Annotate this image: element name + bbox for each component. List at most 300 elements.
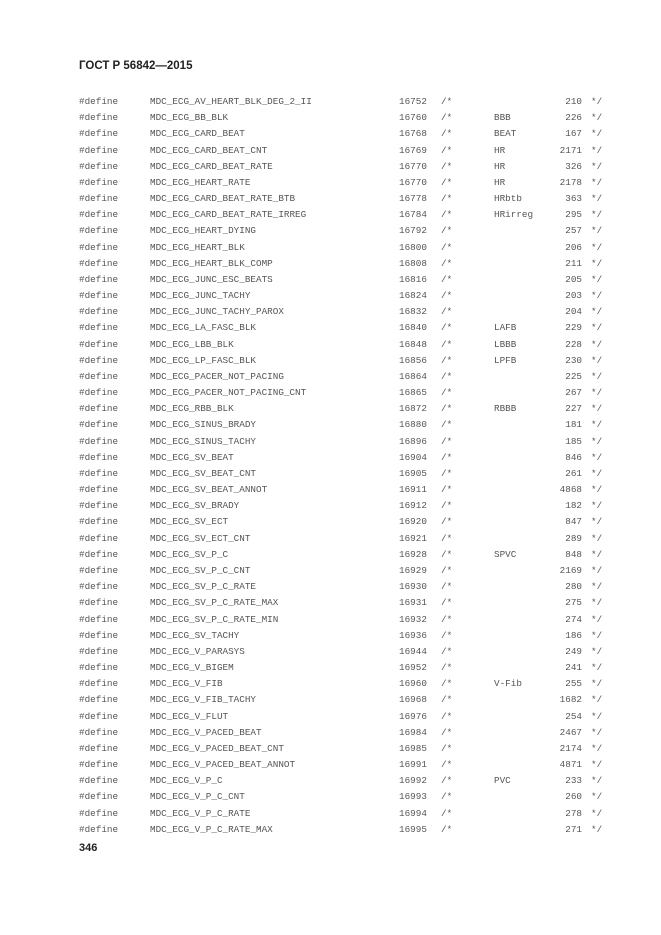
macro-code: 16911 <box>399 484 427 496</box>
macro-name: MDC_ECG_V_PARASYS <box>150 645 245 657</box>
comment-open: /* <box>441 176 453 188</box>
macro-code: 16994 <box>399 807 427 819</box>
macro-name: MDC_ECG_PACER_NOT_PACING <box>150 370 284 382</box>
macro-code: 16824 <box>399 290 427 302</box>
define-row <box>0 466 661 482</box>
define-keyword: #define <box>79 564 119 576</box>
macro-code: 16752 <box>399 96 427 107</box>
define-keyword: #define <box>79 193 119 205</box>
macro-reference: 233 <box>565 775 582 787</box>
comment-open: /* <box>441 500 453 512</box>
macro-reference: 2467 <box>559 726 582 738</box>
macro-reference: 260 <box>565 791 582 803</box>
define-row <box>0 223 661 239</box>
comment-close: */ <box>591 257 603 269</box>
macro-name: MDC_ECG_V_PACED_BEAT <box>150 726 262 738</box>
define-row <box>0 337 661 353</box>
macro-abbreviation: SPVC <box>494 548 517 560</box>
define-keyword: #define <box>79 807 119 819</box>
macro-code: 16864 <box>399 370 427 382</box>
comment-close: */ <box>591 581 603 593</box>
macro-abbreviation: HRbtb <box>494 193 522 205</box>
comment-open: /* <box>441 581 453 593</box>
macro-code: 16921 <box>399 532 427 544</box>
macro-reference: 210 <box>565 96 582 107</box>
macro-name: MDC_ECG_SV_ECT <box>150 516 229 528</box>
macro-reference: 4868 <box>559 484 582 496</box>
define-row <box>0 417 661 433</box>
macro-reference: 326 <box>565 160 582 172</box>
define-keyword: #define <box>79 96 119 107</box>
page-number: 346 <box>79 842 98 854</box>
define-keyword: #define <box>79 581 119 593</box>
define-row <box>0 547 661 563</box>
comment-open: /* <box>441 306 453 318</box>
comment-close: */ <box>591 662 603 674</box>
comment-close: */ <box>591 742 603 754</box>
comment-close: */ <box>591 694 603 706</box>
comment-close: */ <box>591 112 603 124</box>
macro-reference: 4871 <box>559 759 582 771</box>
comment-open: /* <box>441 662 453 674</box>
comment-open: /* <box>441 354 453 366</box>
macro-name: MDC_ECG_SV_BEAT_CNT <box>150 467 257 479</box>
comment-close: */ <box>591 435 603 447</box>
define-keyword: #define <box>79 694 119 706</box>
comment-close: */ <box>591 96 603 107</box>
define-row <box>0 288 661 304</box>
macro-code: 16984 <box>399 726 427 738</box>
define-keyword: #define <box>79 791 119 803</box>
macro-abbreviation: LPFB <box>494 354 517 366</box>
macro-code: 16932 <box>399 613 427 625</box>
macro-reference: 225 <box>565 370 582 382</box>
macro-code: 16800 <box>399 241 427 253</box>
macro-name: MDC_ECG_SV_P_C <box>150 548 229 560</box>
macro-name: MDC_ECG_CARD_BEAT_RATE_IRREG <box>150 209 307 221</box>
define-row <box>0 676 661 692</box>
macro-reference: 846 <box>565 451 582 463</box>
define-row <box>0 126 661 142</box>
macro-reference: 271 <box>565 823 582 835</box>
macro-name: MDC_ECG_V_P_C_CNT <box>150 791 245 803</box>
define-keyword: #define <box>79 160 119 172</box>
comment-open: /* <box>441 338 453 350</box>
macro-code: 16896 <box>399 435 427 447</box>
macro-code: 16770 <box>399 176 427 188</box>
macro-abbreviation: HRirreg <box>494 209 534 221</box>
macro-name: MDC_ECG_CARD_BEAT_CNT <box>150 144 268 156</box>
macro-reference: 278 <box>565 807 582 819</box>
define-keyword: #define <box>79 451 119 463</box>
comment-open: /* <box>441 370 453 382</box>
define-keyword: #define <box>79 516 119 528</box>
macro-reference: 204 <box>565 306 582 318</box>
comment-close: */ <box>591 548 603 560</box>
macro-code: 16976 <box>399 710 427 722</box>
macro-code: 16768 <box>399 128 427 140</box>
macro-abbreviation: HR <box>494 144 506 156</box>
comment-open: /* <box>441 403 453 415</box>
macro-name: MDC_ECG_V_FLUT <box>150 710 229 722</box>
macro-reference: 167 <box>565 128 582 140</box>
macro-name: MDC_ECG_JUNC_TACHY_PAROX <box>150 306 284 318</box>
macro-reference: 295 <box>565 209 582 221</box>
comment-close: */ <box>591 419 603 431</box>
define-keyword: #define <box>79 306 119 318</box>
comment-close: */ <box>591 516 603 528</box>
define-row <box>0 725 661 741</box>
comment-close: */ <box>591 726 603 738</box>
define-row <box>0 240 661 256</box>
comment-close: */ <box>591 370 603 382</box>
comment-open: /* <box>441 419 453 431</box>
macro-abbreviation: BEAT <box>494 128 517 140</box>
comment-close: */ <box>591 354 603 366</box>
define-row <box>0 514 661 530</box>
macro-code: 16848 <box>399 338 427 350</box>
macro-name: MDC_ECG_SV_ECT_CNT <box>150 532 251 544</box>
macro-reference: 181 <box>565 419 582 431</box>
macro-code: 16760 <box>399 112 427 124</box>
define-keyword: #define <box>79 403 119 415</box>
macro-name: MDC_ECG_BB_BLK <box>150 112 229 124</box>
define-keyword: #define <box>79 209 119 221</box>
define-keyword: #define <box>79 176 119 188</box>
define-keyword: #define <box>79 823 119 835</box>
comment-close: */ <box>591 209 603 221</box>
define-row <box>0 385 661 401</box>
macro-code: 16930 <box>399 581 427 593</box>
macro-name: MDC_ECG_CARD_BEAT_RATE <box>150 160 273 172</box>
comment-open: /* <box>441 451 453 463</box>
define-row <box>0 579 661 595</box>
macro-code: 16929 <box>399 564 427 576</box>
comment-close: */ <box>591 791 603 803</box>
comment-open: /* <box>441 807 453 819</box>
macro-name: MDC_ECG_SV_TACHY <box>150 629 240 641</box>
define-keyword: #define <box>79 290 119 302</box>
macro-code: 16784 <box>399 209 427 221</box>
comment-close: */ <box>591 484 603 496</box>
macro-code: 16770 <box>399 160 427 172</box>
define-row <box>0 692 661 708</box>
comment-open: /* <box>441 597 453 609</box>
macro-reference: 205 <box>565 273 582 285</box>
macro-name: MDC_ECG_HEART_BLK_COMP <box>150 257 273 269</box>
macro-abbreviation: LAFB <box>494 322 517 334</box>
macro-code: 16912 <box>399 500 427 512</box>
macro-reference: 211 <box>565 257 582 269</box>
comment-close: */ <box>591 290 603 302</box>
macro-reference: 185 <box>565 435 582 447</box>
macro-code: 16995 <box>399 823 427 835</box>
comment-open: /* <box>441 694 453 706</box>
comment-open: /* <box>441 742 453 754</box>
define-row <box>0 110 661 126</box>
macro-name: MDC_ECG_CARD_BEAT_RATE_BTB <box>150 193 296 205</box>
comment-open: /* <box>441 759 453 771</box>
macro-reference: 255 <box>565 678 582 690</box>
define-keyword: #define <box>79 241 119 253</box>
define-row <box>0 401 661 417</box>
comment-close: */ <box>591 176 603 188</box>
comment-open: /* <box>441 144 453 156</box>
macro-code: 16778 <box>399 193 427 205</box>
comment-close: */ <box>591 306 603 318</box>
macro-reference: 203 <box>565 290 582 302</box>
macro-code: 16865 <box>399 387 427 399</box>
comment-close: */ <box>591 128 603 140</box>
macro-code: 16985 <box>399 742 427 754</box>
macro-abbreviation: BBB <box>494 112 511 124</box>
macro-name: MDC_ECG_RBB_BLK <box>150 403 234 415</box>
comment-close: */ <box>591 597 603 609</box>
define-row <box>0 175 661 191</box>
macro-reference: 275 <box>565 597 582 609</box>
comment-open: /* <box>441 548 453 560</box>
define-row <box>0 191 661 207</box>
comment-close: */ <box>591 467 603 479</box>
macro-code: 16936 <box>399 629 427 641</box>
macro-name: MDC_ECG_SV_P_C_CNT <box>150 564 251 576</box>
define-keyword: #define <box>79 354 119 366</box>
define-row <box>0 709 661 725</box>
comment-close: */ <box>591 807 603 819</box>
macro-abbreviation: RBBB <box>494 403 517 415</box>
define-row <box>0 143 661 159</box>
comment-close: */ <box>591 823 603 835</box>
comment-close: */ <box>591 160 603 172</box>
comment-open: /* <box>441 112 453 124</box>
macro-reference: 228 <box>565 338 582 350</box>
macro-code: 16944 <box>399 645 427 657</box>
macro-name: MDC_ECG_V_P_C_RATE <box>150 807 251 819</box>
define-keyword: #define <box>79 759 119 771</box>
macro-name: MDC_ECG_SV_BRADY <box>150 500 240 512</box>
define-keyword: #define <box>79 144 119 156</box>
define-row <box>0 773 661 789</box>
comment-close: */ <box>591 322 603 334</box>
define-keyword: #define <box>79 662 119 674</box>
define-keyword: #define <box>79 387 119 399</box>
define-row <box>0 498 661 514</box>
macro-name: MDC_ECG_SV_P_C_RATE <box>150 581 257 593</box>
define-row <box>0 822 661 838</box>
macro-code: 16832 <box>399 306 427 318</box>
page-header-title: ГОСТ Р 56842—2015 <box>79 60 193 72</box>
macro-abbreviation: HR <box>494 160 506 172</box>
define-row <box>0 628 661 644</box>
comment-open: /* <box>441 209 453 221</box>
macro-reference: 1682 <box>559 694 582 706</box>
comment-open: /* <box>441 726 453 738</box>
comment-open: /* <box>441 128 453 140</box>
macro-code: 16931 <box>399 597 427 609</box>
comment-close: */ <box>591 678 603 690</box>
macro-reference: 261 <box>565 467 582 479</box>
comment-close: */ <box>591 759 603 771</box>
comment-close: */ <box>591 338 603 350</box>
macro-abbreviation: HR <box>494 176 506 188</box>
macro-reference: 363 <box>565 193 582 205</box>
macro-reference: 249 <box>565 645 582 657</box>
macro-code: 16872 <box>399 403 427 415</box>
define-row <box>0 320 661 336</box>
comment-close: */ <box>591 241 603 253</box>
define-row <box>0 207 661 223</box>
define-row <box>0 434 661 450</box>
comment-close: */ <box>591 775 603 787</box>
macro-code: 16880 <box>399 419 427 431</box>
define-row <box>0 353 661 369</box>
define-keyword: #define <box>79 467 119 479</box>
define-keyword: #define <box>79 629 119 641</box>
macro-code: 16992 <box>399 775 427 787</box>
macro-code: 16960 <box>399 678 427 690</box>
comment-close: */ <box>591 193 603 205</box>
define-keyword: #define <box>79 322 119 334</box>
comment-open: /* <box>441 241 453 253</box>
define-keyword: #define <box>79 548 119 560</box>
define-keyword: #define <box>79 613 119 625</box>
comment-open: /* <box>441 564 453 576</box>
comment-open: /* <box>441 629 453 641</box>
comment-open: /* <box>441 791 453 803</box>
define-row <box>0 450 661 466</box>
macro-reference: 274 <box>565 613 582 625</box>
macro-reference: 254 <box>565 710 582 722</box>
macro-reference: 186 <box>565 629 582 641</box>
macro-name: MDC_ECG_AV_HEART_BLK_DEG_2_II <box>150 96 312 107</box>
macro-name: MDC_ECG_V_P_C_RATE_MAX <box>150 823 273 835</box>
macro-code: 16952 <box>399 662 427 674</box>
macro-code: 16792 <box>399 225 427 237</box>
define-row <box>0 595 661 611</box>
macro-name: MDC_ECG_CARD_BEAT <box>150 128 245 140</box>
define-keyword: #define <box>79 532 119 544</box>
comment-close: */ <box>591 273 603 285</box>
comment-open: /* <box>441 678 453 690</box>
define-row <box>0 789 661 805</box>
macro-code: 16856 <box>399 354 427 366</box>
define-keyword: #define <box>79 435 119 447</box>
comment-open: /* <box>441 96 453 107</box>
macro-abbreviation: V-Fib <box>494 678 522 690</box>
macro-name: MDC_ECG_JUNC_TACHY <box>150 290 251 302</box>
macro-code: 16808 <box>399 257 427 269</box>
macro-name: MDC_ECG_HEART_RATE <box>150 176 251 188</box>
macro-name: MDC_ECG_V_PACED_BEAT_ANNOT <box>150 759 296 771</box>
macro-reference: 2178 <box>559 176 582 188</box>
comment-close: */ <box>591 451 603 463</box>
define-row <box>0 660 661 676</box>
define-keyword: #define <box>79 112 119 124</box>
comment-open: /* <box>441 435 453 447</box>
comment-open: /* <box>441 225 453 237</box>
comment-open: /* <box>441 257 453 269</box>
macro-code: 16968 <box>399 694 427 706</box>
macro-name: MDC_ECG_V_PACED_BEAT_CNT <box>150 742 284 754</box>
comment-open: /* <box>441 273 453 285</box>
macro-name: MDC_ECG_PACER_NOT_PACING_CNT <box>150 387 307 399</box>
define-list <box>0 94 661 838</box>
define-row <box>0 757 661 773</box>
comment-open: /* <box>441 322 453 334</box>
comment-close: */ <box>591 645 603 657</box>
define-row <box>0 741 661 757</box>
define-row <box>0 482 661 498</box>
macro-name: MDC_ECG_SV_P_C_RATE_MIN <box>150 613 279 625</box>
macro-code: 16904 <box>399 451 427 463</box>
comment-close: */ <box>591 532 603 544</box>
define-keyword: #define <box>79 273 119 285</box>
define-keyword: #define <box>79 370 119 382</box>
define-row <box>0 531 661 547</box>
define-row <box>0 644 661 660</box>
comment-open: /* <box>441 160 453 172</box>
define-keyword: #define <box>79 726 119 738</box>
comment-close: */ <box>591 613 603 625</box>
macro-name: MDC_ECG_HEART_BLK <box>150 241 245 253</box>
macro-name: MDC_ECG_SINUS_BRADY <box>150 419 257 431</box>
comment-open: /* <box>441 532 453 544</box>
macro-reference: 848 <box>565 548 582 560</box>
define-keyword: #define <box>79 710 119 722</box>
comment-open: /* <box>441 193 453 205</box>
macro-reference: 230 <box>565 354 582 366</box>
macro-code: 16840 <box>399 322 427 334</box>
macro-reference: 2169 <box>559 564 582 576</box>
comment-close: */ <box>591 564 603 576</box>
macro-name: MDC_ECG_V_P_C <box>150 775 223 787</box>
macro-reference: 289 <box>565 532 582 544</box>
macro-code: 16816 <box>399 273 427 285</box>
macro-name: MDC_ECG_V_FIB <box>150 678 223 690</box>
macro-reference: 241 <box>565 662 582 674</box>
macro-code: 16769 <box>399 144 427 156</box>
macro-reference: 2171 <box>559 144 582 156</box>
comment-close: */ <box>591 403 603 415</box>
define-keyword: #define <box>79 225 119 237</box>
define-row <box>0 272 661 288</box>
define-keyword: #define <box>79 128 119 140</box>
define-row <box>0 612 661 628</box>
define-row <box>0 94 661 110</box>
comment-open: /* <box>441 387 453 399</box>
macro-reference: 847 <box>565 516 582 528</box>
define-row <box>0 369 661 385</box>
comment-close: */ <box>591 710 603 722</box>
comment-open: /* <box>441 645 453 657</box>
macro-code: 16920 <box>399 516 427 528</box>
macro-reference: 257 <box>565 225 582 237</box>
macro-name: MDC_ECG_JUNC_ESC_BEATS <box>150 273 273 285</box>
define-keyword: #define <box>79 678 119 690</box>
macro-reference: 182 <box>565 500 582 512</box>
comment-close: */ <box>591 225 603 237</box>
macro-code: 16991 <box>399 759 427 771</box>
macro-name: MDC_ECG_SV_P_C_RATE_MAX <box>150 597 279 609</box>
comment-open: /* <box>441 467 453 479</box>
define-row <box>0 563 661 579</box>
comment-open: /* <box>441 484 453 496</box>
macro-code: 16993 <box>399 791 427 803</box>
macro-abbreviation: LBBB <box>494 338 517 350</box>
define-row <box>0 806 661 822</box>
macro-reference: 227 <box>565 403 582 415</box>
define-keyword: #define <box>79 257 119 269</box>
